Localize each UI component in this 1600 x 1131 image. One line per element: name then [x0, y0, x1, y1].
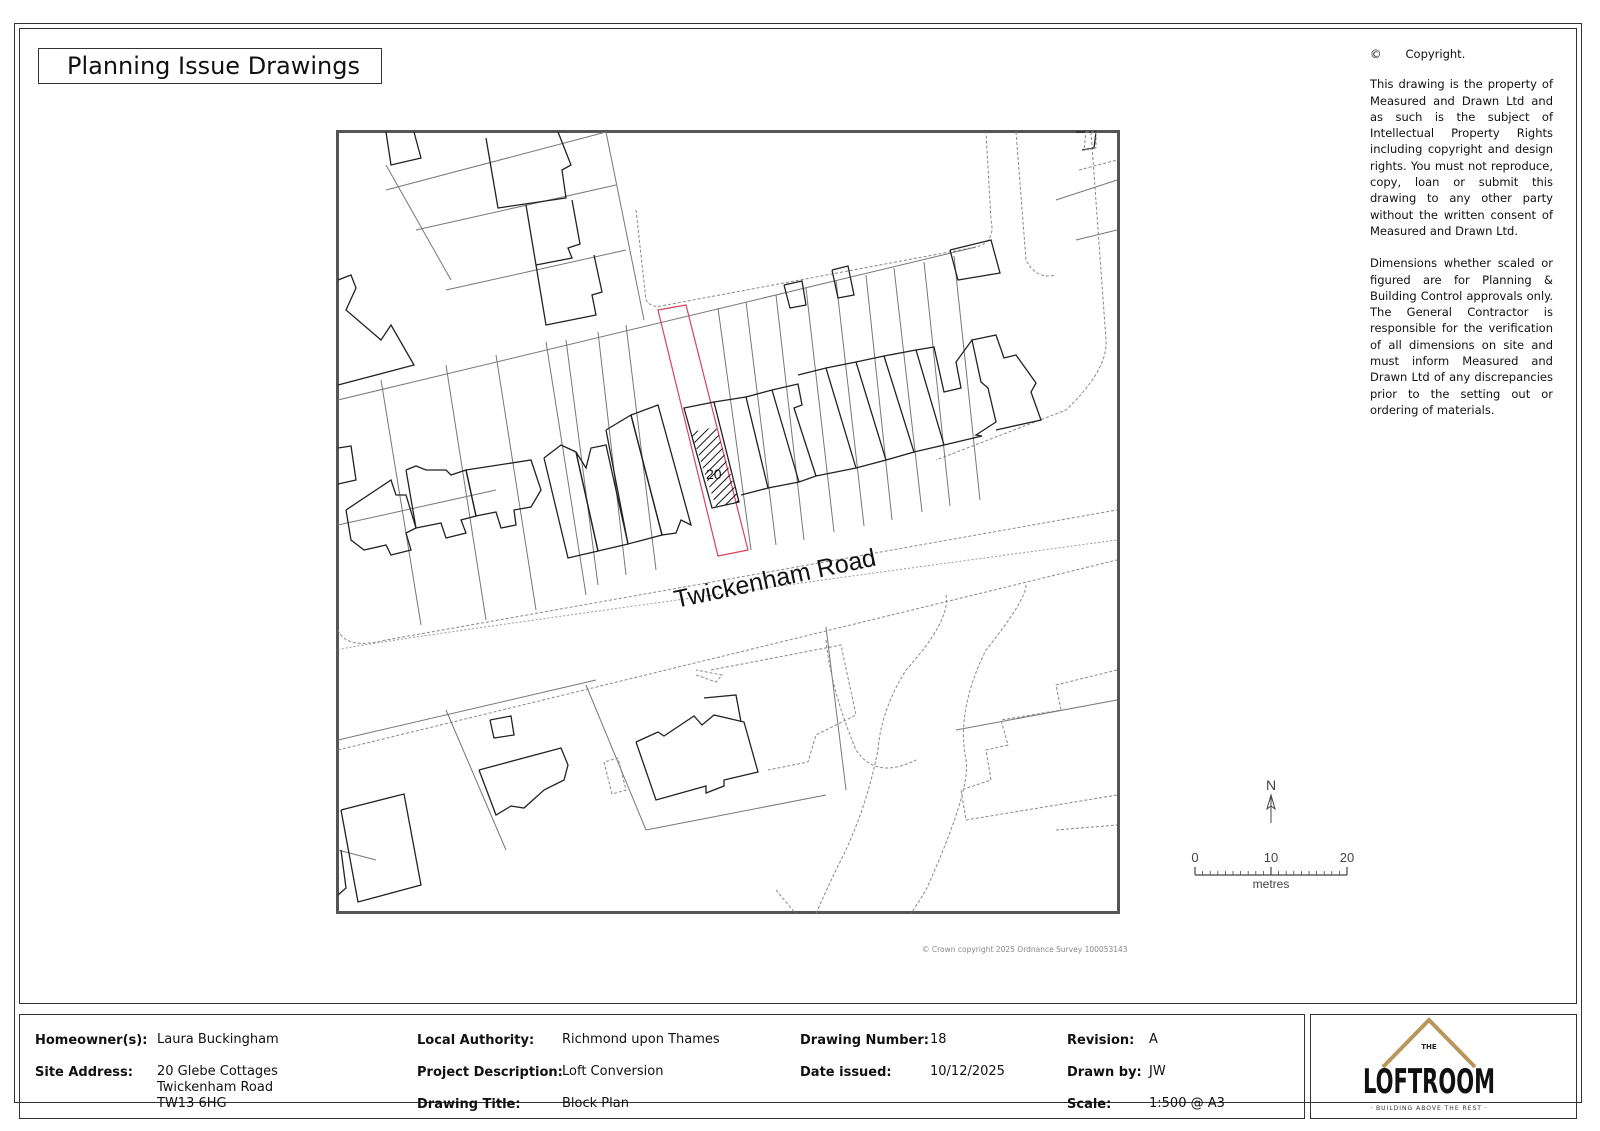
company-logo-box — [1310, 1014, 1577, 1119]
north-arrow — [1256, 777, 1286, 825]
site-address-line-1: 20 Glebe Cottages — [157, 1064, 278, 1079]
copyright-paragraph: This drawing is the property of Measured and Drawn Ltd and as such is the subject of Intellectual Property Rights including copyright and design rights. You must not reproduce, copy, loan or submit this drawing to any other party without the written consent of Measured and Drawn Ltd. — [1370, 77, 1553, 238]
scale-tick-20: 20 — [1339, 850, 1355, 865]
site-address-line-3: TW13 6HG — [157, 1096, 227, 1111]
map-frame — [338, 132, 1119, 913]
local-authority-value: Richmond upon Thames — [562, 1032, 720, 1047]
drawn-by-value: JW — [1149, 1064, 1166, 1079]
site-address-line-2: Twickenham Road — [157, 1080, 274, 1095]
scale-tick-0: 0 — [1191, 850, 1199, 865]
north-arrow-label: N — [1265, 777, 1277, 793]
copyright-panel — [1370, 46, 1553, 434]
logo-tagline: · BUILDING ABOVE THE REST · — [1370, 1105, 1488, 1112]
site-address-label: Site Address: — [35, 1065, 133, 1080]
loftroom-logo — [1311, 1015, 1576, 1118]
copyright-heading-row — [1370, 46, 1553, 62]
copyright-heading: Copyright. — [1405, 47, 1466, 61]
scale-label: Scale: — [1067, 1097, 1112, 1112]
local-authority-label: Local Authority: — [417, 1033, 535, 1048]
logo-top-word: THE — [1421, 1043, 1437, 1051]
title-block — [19, 1014, 1305, 1119]
scale-bar — [1180, 848, 1360, 898]
drawing-number-label: Drawing Number: — [800, 1033, 929, 1048]
homeowner-label: Homeowner(s): — [35, 1033, 148, 1048]
drawing-number-value: 18 — [930, 1032, 947, 1047]
revision-value: A — [1149, 1032, 1158, 1047]
scale-value: 1:500 @ A3 — [1149, 1096, 1225, 1111]
ordnance-survey-credit: © Crown copyright 2025 Ordnance Survey 100053143 — [922, 945, 1128, 954]
road-name-label: Twickenham Road — [671, 543, 879, 614]
date-issued-value: 10/12/2025 — [930, 1064, 1005, 1079]
homeowner-value: Laura Buckingham — [157, 1032, 279, 1047]
plot-number-label: 20 — [706, 466, 722, 482]
drawing-title-label: Drawing Title: — [417, 1097, 521, 1112]
project-description-value: Loft Conversion — [562, 1064, 664, 1079]
scale-unit: metres — [1252, 877, 1290, 891]
sheet-title: Planning Issue Drawings — [38, 48, 382, 84]
dimensions-disclaimer: Dimensions whether scaled or figured are for Planning & Building Control approvals only. The General Contractor is responsible for the verification of all dimensions on site and must inform Measured and Drawn Ltd of any discrepancies prior to the setting out or ordering of materials. — [1370, 256, 1553, 417]
scale-tick-10: 10 — [1263, 850, 1279, 865]
logo-name: LOFTROOM — [1363, 1062, 1495, 1102]
project-description-label: Project Description: — [417, 1065, 563, 1080]
drawing-title-value: Block Plan — [562, 1096, 629, 1111]
block-plan-map — [336, 130, 1120, 914]
copyright-symbol: © — [1370, 47, 1382, 61]
date-issued-label: Date issued: — [800, 1065, 892, 1080]
revision-label: Revision: — [1067, 1033, 1135, 1048]
drawn-by-label: Drawn by: — [1067, 1065, 1142, 1080]
